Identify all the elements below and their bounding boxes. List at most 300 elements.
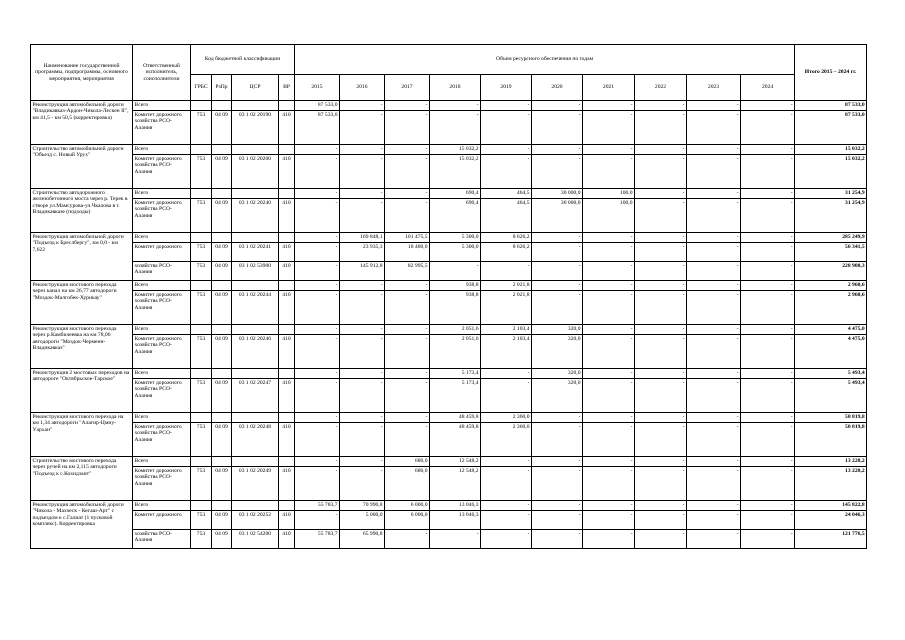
year-value-cell: - <box>635 111 687 145</box>
total-cell: 5 493,4 <box>795 379 867 413</box>
year-value-cell: 8 626,2 <box>481 243 532 262</box>
vr-cell: 410 <box>279 379 295 413</box>
csr-cell: 03 1 02 20240 <box>232 199 279 233</box>
year-value-cell: - <box>340 335 385 369</box>
table-row <box>31 457 867 467</box>
year-value-cell: - <box>430 530 481 549</box>
header-year: 2020 <box>532 75 583 101</box>
vr-cell: 410 <box>279 199 295 233</box>
header-code: РзПр <box>212 75 232 101</box>
year-value-cell: - <box>340 145 385 155</box>
year-value-cell: 87 533,0 <box>295 111 340 145</box>
grbs-cell: 753 <box>191 199 212 233</box>
csr-cell: 03 1 02 20200 <box>232 155 279 189</box>
year-value-cell: - <box>340 291 385 325</box>
table-body <box>31 101 867 549</box>
year-value-cell: 5 300,0 <box>430 233 481 243</box>
year-value-cell: 100,0 <box>583 189 635 199</box>
vr-cell: 410 <box>279 262 295 281</box>
grbs-cell <box>191 189 212 199</box>
rzpr-cell <box>212 281 232 291</box>
rzpr-cell <box>212 325 232 335</box>
rzpr-cell: 04 09 <box>212 111 232 145</box>
year-value-cell: 15 032,2 <box>430 155 481 189</box>
year-value-cell: - <box>295 262 340 281</box>
rzpr-cell: 04 09 <box>212 467 232 501</box>
year-value-cell: - <box>385 530 430 549</box>
year-value-cell: - <box>481 467 532 501</box>
year-value-cell: 100,0 <box>583 199 635 233</box>
project-name: Реконструкция автомобильной дороги "Чикола - Махческ - Кегаш-Арт" с подъездом к с.Галиат (1 пусковой комплекс). Корректировка <box>31 501 133 549</box>
year-value-cell: - <box>583 111 635 145</box>
year-value-cell: - <box>635 233 687 243</box>
vr-cell: 410 <box>279 291 295 325</box>
year-value-cell: - <box>295 189 340 199</box>
grbs-cell: 753 <box>191 335 212 369</box>
year-value-cell: - <box>583 501 635 511</box>
rzpr-cell: 04 09 <box>212 511 232 530</box>
vr-cell <box>279 233 295 243</box>
year-value-cell: - <box>340 189 385 199</box>
year-value-cell: 12 548,2 <box>430 467 481 501</box>
year-value-cell: - <box>687 530 741 549</box>
year-value-cell: - <box>532 243 583 262</box>
header-year: 2019 <box>481 75 532 101</box>
grbs-cell <box>191 501 212 511</box>
year-value-cell: - <box>583 233 635 243</box>
project-name: Строительство мостового перехода через ручей на км 2,115 автодороги "Подъезд к с.Кохидзаит" <box>31 457 133 501</box>
grbs-cell <box>191 101 212 111</box>
csr-cell <box>232 145 279 155</box>
year-value-cell: - <box>532 111 583 145</box>
year-value-cell: 101 475,5 <box>385 233 430 243</box>
vr-cell: 410 <box>279 511 295 530</box>
year-value-cell: - <box>741 335 795 369</box>
header-executor: Ответственный исполнитель, соисполнители <box>133 45 191 101</box>
grbs-cell: 753 <box>191 423 212 457</box>
year-value-cell: - <box>295 457 340 467</box>
year-value-cell: - <box>481 101 532 111</box>
executor-cell: Всего <box>133 233 191 243</box>
grbs-cell: 753 <box>191 262 212 281</box>
year-value-cell: - <box>583 379 635 413</box>
table-row <box>31 423 867 457</box>
executor-cell: Комитет дорожного <box>133 243 191 262</box>
year-value-cell: - <box>635 262 687 281</box>
year-value-cell: - <box>635 379 687 413</box>
vr-cell: 410 <box>279 335 295 369</box>
year-value-cell: 48 459,8 <box>430 413 481 423</box>
rzpr-cell <box>212 413 232 423</box>
total-cell: 285 249,9 <box>795 233 867 243</box>
year-value-cell: - <box>430 262 481 281</box>
year-value-cell: - <box>583 262 635 281</box>
year-value-cell: - <box>583 369 635 379</box>
grbs-cell <box>191 325 212 335</box>
total-cell: 145 822,8 <box>795 501 867 511</box>
rzpr-cell <box>212 457 232 467</box>
year-value-cell: - <box>741 530 795 549</box>
rzpr-cell: 04 09 <box>212 291 232 325</box>
table-row <box>31 111 867 145</box>
table-row <box>31 369 867 379</box>
year-value-cell: - <box>741 111 795 145</box>
year-value-cell: - <box>295 413 340 423</box>
grbs-cell <box>191 369 212 379</box>
year-value-cell: - <box>295 233 340 243</box>
table-row <box>31 413 867 423</box>
executor-cell: хозяйства РСО-Алания <box>133 262 191 281</box>
year-value-cell: - <box>385 335 430 369</box>
year-value-cell: - <box>385 423 430 457</box>
executor-cell: хозяйства РСО-Алания <box>133 530 191 549</box>
year-value-cell: - <box>741 379 795 413</box>
year-value-cell: - <box>741 291 795 325</box>
year-value-cell: 55 783,7 <box>295 530 340 549</box>
year-value-cell: - <box>340 155 385 189</box>
year-value-cell: - <box>583 511 635 530</box>
executor-cell: Всего <box>133 281 191 291</box>
grbs-cell <box>191 233 212 243</box>
csr-cell <box>232 233 279 243</box>
year-value-cell: - <box>741 511 795 530</box>
year-value-cell: 30 000,0 <box>532 189 583 199</box>
year-value-cell: - <box>687 335 741 369</box>
vr-cell: 410 <box>279 111 295 145</box>
table-row <box>31 325 867 335</box>
year-value-cell: 82 995,5 <box>385 262 430 281</box>
year-value-cell: - <box>687 189 741 199</box>
table-row <box>31 101 867 111</box>
total-cell: 13 228,2 <box>795 457 867 467</box>
year-value-cell: - <box>635 467 687 501</box>
year-value-cell: - <box>687 199 741 233</box>
table-row <box>31 335 867 369</box>
csr-cell: 03 1 02 54200 <box>232 530 279 549</box>
executor-cell: Всего <box>133 325 191 335</box>
csr-cell: 03 1 02 20248 <box>232 423 279 457</box>
grbs-cell: 753 <box>191 155 212 189</box>
year-value-cell: - <box>687 457 741 467</box>
vr-cell: 410 <box>279 467 295 501</box>
grbs-cell <box>191 457 212 467</box>
year-value-cell: 5 000,0 <box>340 511 385 530</box>
header-funding-group: Объем ресурсного обеспечения по годам <box>295 45 795 75</box>
year-value-cell: 6 000,0 <box>385 501 430 511</box>
total-cell: 56 341,5 <box>795 243 867 262</box>
year-value-cell: - <box>741 281 795 291</box>
year-value-cell: - <box>687 155 741 189</box>
table-row <box>31 233 867 243</box>
year-value-cell: - <box>635 281 687 291</box>
year-value-cell: - <box>481 379 532 413</box>
table-row <box>31 155 867 189</box>
year-value-cell: - <box>583 243 635 262</box>
year-value-cell: - <box>532 423 583 457</box>
year-value-cell: - <box>583 457 635 467</box>
year-value-cell: - <box>340 423 385 457</box>
csr-cell <box>232 101 279 111</box>
total-cell: 24 046,3 <box>795 511 867 530</box>
rzpr-cell: 04 09 <box>212 530 232 549</box>
year-value-cell: - <box>687 501 741 511</box>
csr-cell: 03 1 02 20190 <box>232 111 279 145</box>
year-value-cell: - <box>583 335 635 369</box>
year-value-cell: - <box>635 155 687 189</box>
executor-cell: Комитет дорожного <box>133 511 191 530</box>
total-cell: 13 228,2 <box>795 467 867 501</box>
year-value-cell: 2 360,0 <box>481 413 532 423</box>
executor-cell: Всего <box>133 189 191 199</box>
csr-cell: 03 1 02 20252 <box>232 511 279 530</box>
csr-cell: 03 1 02 20247 <box>232 379 279 413</box>
rzpr-cell: 04 09 <box>212 335 232 369</box>
csr-cell <box>232 189 279 199</box>
csr-cell: 03 1 02 20244 <box>232 291 279 325</box>
year-value-cell: - <box>532 145 583 155</box>
year-value-cell: - <box>340 369 385 379</box>
year-value-cell: - <box>687 467 741 501</box>
year-value-cell: - <box>385 199 430 233</box>
year-value-cell: - <box>635 413 687 423</box>
project-name: Реконструкция мостового перехода на км 1,34 автодороги "Алагир-Цмиу-Уархан" <box>31 413 133 457</box>
year-value-cell: 65 990,8 <box>340 530 385 549</box>
year-value-cell: 680,0 <box>385 457 430 467</box>
year-value-cell: - <box>295 335 340 369</box>
year-value-cell: - <box>430 111 481 145</box>
vr-cell <box>279 145 295 155</box>
year-value-cell: - <box>295 423 340 457</box>
header-year: 2023 <box>687 75 741 101</box>
executor-cell: Всего <box>133 101 191 111</box>
year-value-cell: - <box>635 189 687 199</box>
year-value-cell: - <box>687 281 741 291</box>
rzpr-cell <box>212 369 232 379</box>
year-value-cell: - <box>635 501 687 511</box>
year-value-cell: - <box>583 101 635 111</box>
year-value-cell: - <box>481 457 532 467</box>
year-value-cell: - <box>687 262 741 281</box>
grbs-cell <box>191 281 212 291</box>
year-value-cell: - <box>583 145 635 155</box>
total-cell: 87 533,0 <box>795 101 867 111</box>
year-value-cell: 145 912,8 <box>340 262 385 281</box>
year-value-cell: - <box>635 511 687 530</box>
total-cell: 15 032,2 <box>795 145 867 155</box>
year-value-cell: - <box>295 243 340 262</box>
table-row <box>31 530 867 549</box>
document-page <box>30 44 866 549</box>
vr-cell: 410 <box>279 423 295 457</box>
year-value-cell: - <box>635 369 687 379</box>
year-value-cell: - <box>340 281 385 291</box>
year-value-cell: - <box>532 413 583 423</box>
year-value-cell: - <box>741 262 795 281</box>
executor-cell: Комитет дорожного хозяйства РСО-Алания <box>133 199 191 233</box>
year-value-cell: - <box>583 467 635 501</box>
year-value-cell: 2 103,4 <box>481 335 532 369</box>
year-value-cell: - <box>532 511 583 530</box>
year-value-cell: - <box>532 291 583 325</box>
year-value-cell: - <box>635 101 687 111</box>
year-value-cell: 87 533,0 <box>295 101 340 111</box>
year-value-cell: - <box>687 233 741 243</box>
year-value-cell: - <box>532 457 583 467</box>
grbs-cell: 753 <box>191 291 212 325</box>
year-value-cell: 5 173,4 <box>430 379 481 413</box>
executor-cell: Всего <box>133 145 191 155</box>
year-value-cell: - <box>385 291 430 325</box>
header-year: 2022 <box>635 75 687 101</box>
total-cell: 2 960,6 <box>795 281 867 291</box>
year-value-cell: - <box>741 101 795 111</box>
year-value-cell: - <box>687 325 741 335</box>
csr-cell <box>232 281 279 291</box>
header-code-group: Код бюджетной классификации <box>191 45 295 75</box>
year-value-cell: 2 051,6 <box>430 335 481 369</box>
year-value-cell: - <box>687 291 741 325</box>
year-value-cell: - <box>295 199 340 233</box>
csr-cell <box>232 413 279 423</box>
year-value-cell: - <box>741 243 795 262</box>
year-value-cell: - <box>340 325 385 335</box>
year-value-cell: - <box>295 145 340 155</box>
vr-cell <box>279 325 295 335</box>
year-value-cell: - <box>583 530 635 549</box>
grbs-cell: 753 <box>191 379 212 413</box>
year-value-cell: 30 000,0 <box>532 199 583 233</box>
year-value-cell: - <box>481 511 532 530</box>
executor-cell: Комитет дорожного хозяйства РСО-Алания <box>133 423 191 457</box>
vr-cell <box>279 413 295 423</box>
year-value-cell: - <box>635 530 687 549</box>
year-value-cell: 8 626,2 <box>481 233 532 243</box>
csr-cell: 03 1 02 20246 <box>232 335 279 369</box>
year-value-cell: - <box>635 243 687 262</box>
year-value-cell: - <box>385 189 430 199</box>
grbs-cell <box>191 413 212 423</box>
rzpr-cell <box>212 501 232 511</box>
grbs-cell: 753 <box>191 243 212 262</box>
year-value-cell: - <box>295 467 340 501</box>
year-value-cell: - <box>687 243 741 262</box>
rzpr-cell: 04 09 <box>212 379 232 413</box>
year-value-cell: - <box>481 530 532 549</box>
year-value-cell: - <box>635 325 687 335</box>
year-value-cell: - <box>741 413 795 423</box>
year-value-cell: - <box>687 423 741 457</box>
total-cell: 2 960,6 <box>795 291 867 325</box>
year-value-cell: - <box>295 511 340 530</box>
rzpr-cell <box>212 101 232 111</box>
year-value-cell: - <box>741 155 795 189</box>
project-name: Реконструкция 2 мостовых переходов на автодороге "Октябрьское-Тарское" <box>31 369 133 413</box>
header-year: 2016 <box>340 75 385 101</box>
header-name: Наименование государственной программы, подпрограммы, основного мероприятия, мероприятия <box>31 45 133 101</box>
year-value-cell: - <box>481 111 532 145</box>
year-value-cell: - <box>583 325 635 335</box>
year-value-cell: 70 990,8 <box>340 501 385 511</box>
header-year: 2017 <box>385 75 430 101</box>
year-value-cell: - <box>532 501 583 511</box>
table-header <box>31 45 867 101</box>
project-name: Строительство автодорожного железобетонного моста через р. Терек в створе ул.Мамсурова-ул.Чкалова в г. Владикавказе (подходы) <box>31 189 133 233</box>
csr-cell: 03 1 02 20249 <box>232 467 279 501</box>
rzpr-cell: 04 09 <box>212 155 232 189</box>
csr-cell <box>232 457 279 467</box>
header-code: ГРБС <box>191 75 212 101</box>
year-value-cell: - <box>532 467 583 501</box>
total-cell: 5 493,4 <box>795 369 867 379</box>
year-value-cell: - <box>481 501 532 511</box>
total-cell: 228 908,3 <box>795 262 867 281</box>
project-name: Строительство автомобильной дороги "Объезд с. Новый Урух" <box>31 145 133 189</box>
year-value-cell: - <box>741 467 795 501</box>
year-value-cell: - <box>635 423 687 457</box>
year-value-cell: - <box>583 155 635 189</box>
year-value-cell: - <box>635 457 687 467</box>
vr-cell <box>279 281 295 291</box>
year-value-cell: - <box>340 413 385 423</box>
year-value-cell: - <box>687 111 741 145</box>
vr-cell <box>279 457 295 467</box>
table-row <box>31 501 867 511</box>
project-name: Реконструкция мостового перехода через канал на км 26,77 автодороги "Моздок-Малгобек-Хурикау" <box>31 281 133 325</box>
project-name: Реконструкция мостового перехода через р.Камбилеевка на км 78,06 автодороги "Моздок-Черменн-Владикавказ" <box>31 325 133 369</box>
vr-cell <box>279 189 295 199</box>
year-value-cell: - <box>532 281 583 291</box>
rzpr-cell: 04 09 <box>212 243 232 262</box>
executor-cell: Всего <box>133 457 191 467</box>
year-value-cell: - <box>340 467 385 501</box>
vr-cell: 410 <box>279 530 295 549</box>
year-value-cell: - <box>385 145 430 155</box>
year-value-cell: 6 000,0 <box>385 511 430 530</box>
table-row <box>31 189 867 199</box>
year-value-cell: - <box>635 145 687 155</box>
table-row <box>31 467 867 501</box>
year-value-cell: - <box>385 369 430 379</box>
year-value-cell: 690,4 <box>430 199 481 233</box>
year-value-cell: 169 848,1 <box>340 233 385 243</box>
year-value-cell: 938,8 <box>430 281 481 291</box>
year-value-cell: - <box>295 281 340 291</box>
total-cell: 50 819,8 <box>795 423 867 457</box>
total-cell: 50 819,8 <box>795 413 867 423</box>
table-row <box>31 243 867 262</box>
year-value-cell: - <box>295 379 340 413</box>
table-row <box>31 291 867 325</box>
year-value-cell: - <box>532 530 583 549</box>
csr-cell: 03 1 02 53900 <box>232 262 279 281</box>
year-value-cell: 2 360,0 <box>481 423 532 457</box>
year-value-cell: - <box>635 335 687 369</box>
year-value-cell: 2 103,4 <box>481 325 532 335</box>
rzpr-cell: 04 09 <box>212 423 232 457</box>
vr-cell <box>279 501 295 511</box>
table-row <box>31 281 867 291</box>
total-cell: 4 475,0 <box>795 335 867 369</box>
year-value-cell: - <box>295 155 340 189</box>
year-value-cell: - <box>532 101 583 111</box>
year-value-cell: - <box>583 291 635 325</box>
vr-cell <box>279 369 295 379</box>
year-value-cell: - <box>295 291 340 325</box>
executor-cell: Всего <box>133 413 191 423</box>
csr-cell <box>232 325 279 335</box>
year-value-cell: - <box>481 369 532 379</box>
year-value-cell: - <box>687 101 741 111</box>
